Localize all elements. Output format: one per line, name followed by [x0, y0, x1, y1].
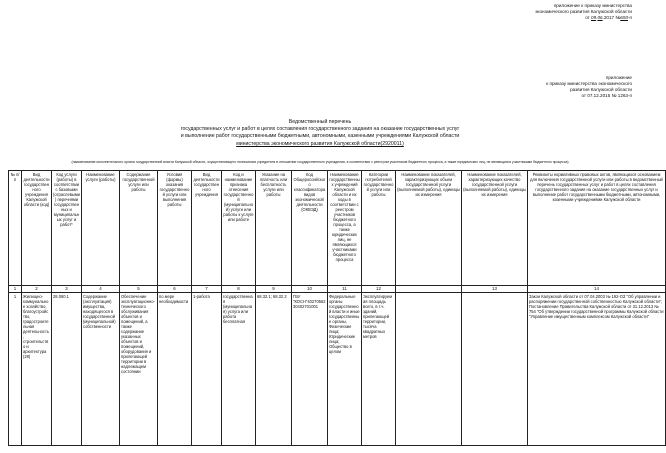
header-cell: Содержание государственной услуги или работы — [120, 171, 158, 286]
legal-basis: Закон Калужской области от 07.04.2003 № 192-ОЗ "Об управлении и распоряжении государственной собственностью Калужской области"; Постановление Правительства Калужской области от 31.12.2013 № 754 "Об утверждении государственной программы Калужской области "Управление имущественным комплексом Калужской области" — [528, 293, 666, 446]
column-number: 7 — [192, 286, 222, 293]
column-number: 4 — [82, 286, 120, 293]
column-number: 8 — [222, 286, 256, 293]
empty-cell — [462, 293, 528, 446]
appendix2-line4: от 07.12.2015 № 1263-п — [581, 93, 632, 98]
appendix1-block — [535, 3, 632, 21]
order-number: 693 — [620, 15, 628, 20]
header-cell: Наименование показателей, характеризующих объем государственной услуги (выполняемой работы), единицы их измерения — [396, 171, 462, 286]
consumer-categories: Федеральные органы государственной власти и иные государственные органы, Физические лица; Юридические лица; Общество в целом — [328, 293, 362, 446]
table-row — [9, 293, 666, 446]
header-cell: Наименование услуги (работы) — [82, 171, 120, 286]
column-number: 12 — [362, 286, 396, 293]
column-number: 2 — [22, 286, 52, 293]
header-cell: Вид деятельности государственного учреждения Калужской области (код) — [22, 171, 52, 286]
table-header-row — [9, 171, 666, 286]
appendix1-date-line: от 09.06.2017 №693-п — [585, 15, 632, 20]
column-number: 3 — [52, 286, 82, 293]
appendix2-line1: приложение — [605, 75, 632, 80]
date-year: 2017 — [603, 15, 615, 20]
header-cell: № п/п — [9, 171, 22, 286]
header-cell: Условия (формы) оказания государственной услуги или выполнения работы — [158, 171, 192, 286]
service-content: Обеспечение эксплуатационно-технического обслуживания объектов и помещений, а также содержание указанных объектов и помещений, оборудования и прилегающей территории в надлежащем состоянии — [120, 293, 158, 446]
column-number: 5 — [120, 286, 158, 293]
column-number: 14 — [528, 286, 666, 293]
service-code: 28.060.1 — [52, 293, 82, 446]
number-label: № — [615, 15, 621, 20]
service-name: Содержание (эксплуатация) имущества, находящегося в государственной (муниципальной) собственности — [82, 293, 120, 446]
title-line1: Ведомственный перечень — [288, 119, 352, 125]
column-number: 9 — [256, 286, 292, 293]
appendix1-line1: приложение к приказу министерства — [553, 3, 632, 8]
appendix2-block — [546, 75, 632, 99]
header-cell: Вид деятельности государственного учреждения — [192, 171, 222, 286]
header-cell: Наименование государственных учреждений Калужской области и их коды в соответствии с реестром участников бюджетного процесса, а также юридических лиц, не являющихся участниками бюджетного процесса — [328, 171, 362, 286]
column-number: 13 — [462, 286, 528, 293]
header-cell: Код и наименование признака отнесения государственной (муниципальной) услуги или работы к услуге или работе — [222, 171, 256, 286]
services-table — [8, 170, 666, 446]
header-cell: Реквизиты нормативных правовых актов, являющихся основанием для включения государственной услуги или работы в ведомственный перечень государственных услуг и работ в целях составления государственного задания на оказание государственных услуг и выполнение работ государственными бюджетными, автономными, казенными учреждениями Калужской области — [528, 171, 666, 286]
title-note: (наименование исполнительного органа государственной власти Калужской области, осуществляющего полномочия учредителя в отношении государственного учреждения, в соответствии с реестром участников бюджетного процесса, а также юридических лиц, не являющихся участниками бюджетного процесса) — [71, 160, 569, 164]
volume-indicator: Эксплуатируемая площадь всего, в т.ч. зданий, прилегающей территории, тысяча квадратных метров — [362, 293, 396, 446]
okved-code: 68.32.1; 68.32.2 — [256, 293, 292, 446]
appendix1-line2: экономического развития Калужской области — [535, 9, 632, 14]
header-cell: Код Общероссийского классификатора видов экономической деятельности (ОКВЭД) — [292, 171, 328, 286]
service-conditions: по мере необходимости — [158, 293, 192, 446]
date-day: 09 — [591, 15, 597, 20]
payment-indication: государственная (муниципальная) услуга или работа бесплатная — [222, 293, 256, 446]
document-title — [60, 119, 580, 148]
column-number: 10 — [292, 286, 328, 293]
title-line3: и выполнение работ государственными бюджетными, автономными, казенными учреждениями Калужской области — [180, 133, 460, 140]
activity-type: Жилищно-коммунальное хозяйство, благоустройство, градостроительная деятельность, строительство и архитектура (28) — [22, 293, 52, 446]
header-cell: Код услуги (работы) в соответствии с базовыми (отраслевыми) перечнями государственных и муниципальных услуг и работ* — [52, 171, 82, 286]
date-from-label: от — [585, 15, 590, 20]
column-number: 1 — [9, 286, 22, 293]
institution-name: ГБУ "КОСН"4027056230402701001 — [292, 293, 328, 446]
service-type: 1-работа — [192, 293, 222, 446]
appendix2-line2: к приказу министерства экономического — [546, 81, 632, 86]
header-cell: Категории потребителей государственной услуги или работы — [362, 171, 396, 286]
header-cell: Указание на платность или бесплатность услуги или работы — [256, 171, 292, 286]
row-number: 1 — [9, 293, 22, 446]
appendix2-line3: развития Калужской области — [570, 87, 632, 92]
column-number-empty — [396, 286, 462, 293]
title-line4: министерства экономического развития Калужской области(2920011) — [236, 140, 404, 147]
date-month: 06 — [597, 15, 603, 20]
column-number: 11 — [328, 286, 362, 293]
number-suffix: -п — [627, 15, 632, 20]
column-number-row — [9, 286, 666, 293]
header-cell: Наименование показателей, характеризующих качество государственной услуги (выполняемой работы), единицы их измерения — [462, 171, 528, 286]
quality-indicator — [396, 293, 462, 446]
title-line2: государственных услуг и работ в целях составления государственного задания на оказание государственных услуг — [180, 126, 460, 133]
column-number: 6 — [158, 286, 192, 293]
